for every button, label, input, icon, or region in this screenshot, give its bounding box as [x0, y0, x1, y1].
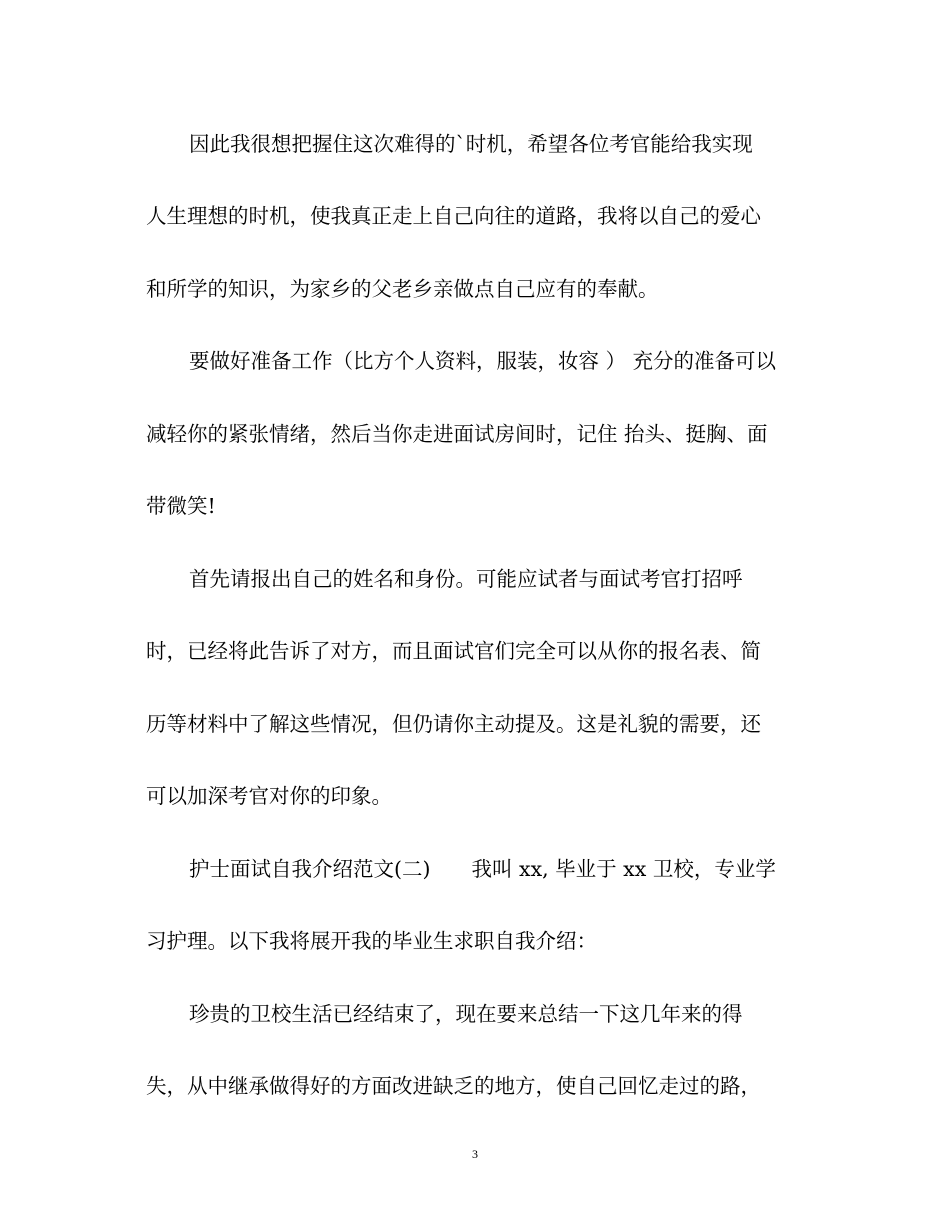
- paragraph-4-line-2: 习护理。以下我将展开我的毕业生求职自我介绍：: [146, 929, 597, 953]
- paragraph-2-line-2: 减轻你的紧张情绪，然后当你走进面试房间时，记住 抬头、挺胸、面: [146, 422, 768, 446]
- paragraph-1-line-1: 因此我很想把握住这次难得的`时机，希望各位考官能给我实现: [189, 132, 753, 156]
- paragraph-3-line-4: 可以加深考官对你的印象。: [146, 784, 392, 808]
- paragraph-2-line-3: 带微笑!: [146, 494, 216, 518]
- paragraph-4-line-1: 护士面试自我介绍范文(二) 我叫 xx, 毕业于 xx 卫校，专业学: [189, 857, 776, 881]
- paragraph-3-line-2: 时，已经将此告诉了对方，而且面试官们完全可以从你的报名表、简: [146, 639, 761, 663]
- paragraph-3-line-3: 历等材料中了解这些情况，但仍请你主动提及。这是礼貌的需要，还: [146, 712, 761, 736]
- paragraph-3-line-1: 首先请报出自己的姓名和身份。可能应试者与面试考官打招呼: [189, 567, 743, 591]
- paragraph-5-line-2: 失，从中继承做得好的方面改进缺乏的地方，使自己回忆走过的路，: [146, 1074, 761, 1098]
- paragraph-1-line-3: 和所学的知识，为家乡的父老乡亲做点自己应有的奉献。: [146, 277, 659, 301]
- paragraph-5-line-1: 珍贵的卫校生活已经结束了，现在要来总结一下这几年来的得: [189, 1002, 743, 1026]
- paragraph-1-line-2: 人生理想的时机，使我真正走上自己向往的道路，我将以自己的爱心: [146, 204, 761, 228]
- page-number: 3: [472, 1147, 478, 1161]
- paragraph-2-line-1: 要做好准备工作（比方个人资料，服装，妆容 ） 充分的准备可以: [189, 349, 777, 373]
